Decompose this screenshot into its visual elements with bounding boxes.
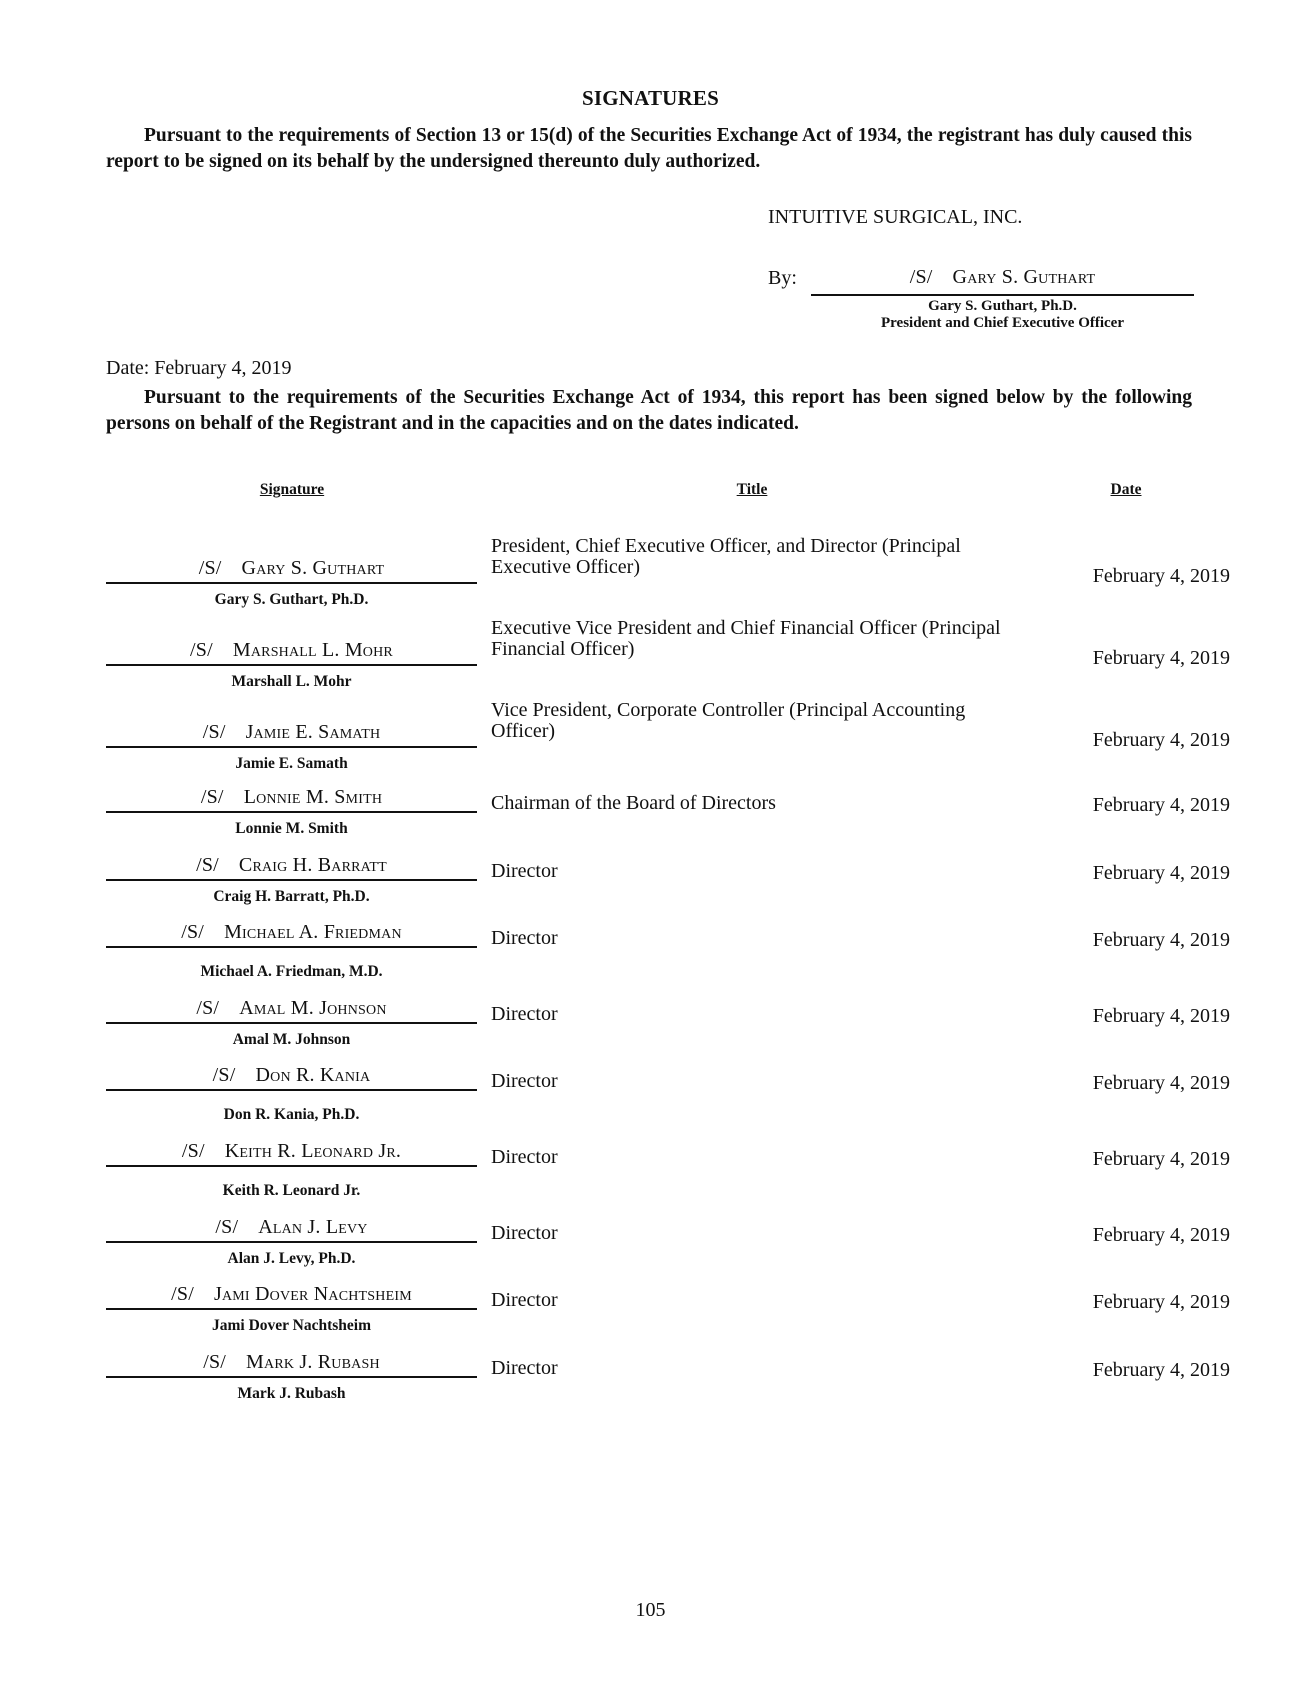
signature-prefix: /S/: [190, 639, 213, 661]
signature-name: Lonnie M. Smith: [243, 786, 383, 808]
signer-date: February 4, 2019: [1092, 729, 1230, 751]
signature-name: Gary S. Guthart: [241, 557, 385, 579]
signature-prefix: /S/: [203, 1351, 227, 1373]
signature-name: Mark J. Rubash: [246, 1351, 380, 1373]
signer-title: Director: [491, 860, 558, 882]
page-heading: SIGNATURES: [582, 86, 719, 110]
printed-name: Keith R. Leonard Jr.: [222, 1182, 361, 1199]
signature-name: Craig H. Barratt: [238, 854, 387, 876]
signature-name: Keith R. Leonard Jr.: [224, 1140, 402, 1162]
signer-date: February 4, 2019: [1092, 565, 1230, 587]
signer-title: Director: [491, 1003, 558, 1025]
printed-name: Jami Dover Nachtsheim: [212, 1317, 371, 1334]
signature-line: [106, 1280, 477, 1310]
ceo-printed-title: President and Chief Executive Officer: [880, 315, 1124, 331]
column-header-signature: Signature: [259, 481, 325, 498]
signature-line: [106, 1137, 477, 1167]
printed-name: Gary S. Guthart, Ph.D.: [214, 591, 369, 608]
signer-date: February 4, 2019: [1092, 1005, 1230, 1027]
signer-title: President, Chief Executive Officer, and Director (Principal Executive Officer): [491, 535, 961, 578]
printed-name: Craig H. Barratt, Ph.D.: [213, 888, 370, 905]
signature-name: Michael A. Friedman: [224, 921, 402, 943]
signer-date: February 4, 2019: [1092, 1224, 1230, 1246]
ceo-printed-block: [811, 298, 1194, 332]
signer-date: February 4, 2019: [1092, 1072, 1230, 1094]
signature-prefix: /S/: [181, 921, 205, 943]
signature-name: Jamie E. Samath: [245, 721, 381, 743]
report-date: Date: February 4, 2019: [106, 357, 292, 379]
signer-title: Vice President, Corporate Controller (Principal Accounting Officer): [491, 699, 966, 742]
signature-name: Amal M. Johnson: [239, 997, 387, 1019]
signature-prefix: /S/: [200, 786, 224, 808]
printed-name: Jamie E. Samath: [235, 755, 348, 772]
page-number: 105: [635, 1599, 666, 1621]
printed-name: Lonnie M. Smith: [235, 820, 348, 837]
signer-date: February 4, 2019: [1092, 1291, 1230, 1313]
signer-title: Chairman of the Board of Directors: [491, 792, 776, 814]
signature-line: [106, 994, 477, 1024]
authorization-text: Pursuant to the requirements of Section 13 or 15(d) of the Securities Exchange Act of 1934, the registrant has duly caused this report to be signed on its behalf by the undersigned thereunto duly authorized.: [106, 125, 1192, 172]
signer-date: February 4, 2019: [1092, 794, 1230, 816]
printed-name: Alan J. Levy, Ph.D.: [227, 1250, 356, 1267]
signature-prefix: /S/: [196, 854, 219, 876]
by-label: By:: [768, 267, 797, 289]
column-header-title: Title: [736, 481, 768, 498]
signer-date: February 4, 2019: [1092, 1359, 1230, 1381]
printed-name: Amal M. Johnson: [232, 1031, 351, 1048]
signature-name: Don R. Kania: [255, 1064, 371, 1086]
signature-line: [106, 1348, 477, 1378]
signer-title: Executive Vice President and Chief Financial Officer (Principal Financial Officer): [491, 617, 1001, 660]
signature-line: [106, 783, 477, 813]
signature-prefix: /S/: [181, 1140, 205, 1162]
signer-title: Director: [491, 1070, 558, 1092]
signature-prefix: /S/: [212, 1064, 236, 1086]
signature-line: [106, 918, 477, 948]
signer-title: Director: [491, 1289, 558, 1311]
signature-name: Marshall L. Mohr: [232, 639, 393, 661]
signature-prefix: /S/: [171, 1283, 194, 1305]
capacities-paragraph: [106, 385, 1192, 437]
ceo-printed-name: Gary S. Guthart, Ph.D.: [928, 298, 1077, 314]
company-name: INTUITIVE SURGICAL, INC.: [768, 206, 1023, 228]
signer-date: February 4, 2019: [1092, 929, 1230, 951]
printed-name: Don R. Kania, Ph.D.: [223, 1106, 360, 1123]
signer-date: February 4, 2019: [1092, 862, 1230, 884]
column-header-date: Date: [1110, 481, 1142, 498]
signer-title: Director: [491, 1146, 558, 1168]
capacities-text: Pursuant to the requirements of the Securities Exchange Act of 1934, this report has been signed below by the following persons on behalf of the Registrant and in the capacities and on the dates indicated.: [106, 387, 1192, 434]
signature-line: [106, 851, 477, 881]
ceo-signature-line: [811, 266, 1194, 296]
printed-name: Michael A. Friedman, M.D.: [200, 963, 383, 980]
signer-title: Director: [491, 927, 558, 949]
signature-prefix: /S/: [202, 721, 226, 743]
signature-prefix: /S/: [909, 266, 933, 288]
signer-date: February 4, 2019: [1092, 1148, 1230, 1170]
signature-line: [106, 718, 477, 748]
authorization-paragraph: [106, 123, 1192, 175]
signature-line: [106, 1213, 477, 1243]
signature-prefix: /S/: [196, 997, 220, 1019]
signature-name: Alan J. Levy: [258, 1216, 368, 1238]
signature-name: Jami Dover Nachtsheim: [213, 1283, 412, 1305]
signature-prefix: /S/: [215, 1216, 239, 1238]
signer-title: Director: [491, 1357, 558, 1379]
signature-line: [106, 1061, 477, 1091]
signature-line: [106, 554, 477, 584]
signer-title: Director: [491, 1222, 558, 1244]
signature-name: Gary S. Guthart: [952, 266, 1096, 288]
printed-name: Marshall L. Mohr: [231, 673, 352, 690]
signature-prefix: /S/: [198, 557, 222, 579]
printed-name: Mark J. Rubash: [237, 1385, 346, 1402]
signature-line: [106, 636, 477, 666]
signer-date: February 4, 2019: [1092, 647, 1230, 669]
